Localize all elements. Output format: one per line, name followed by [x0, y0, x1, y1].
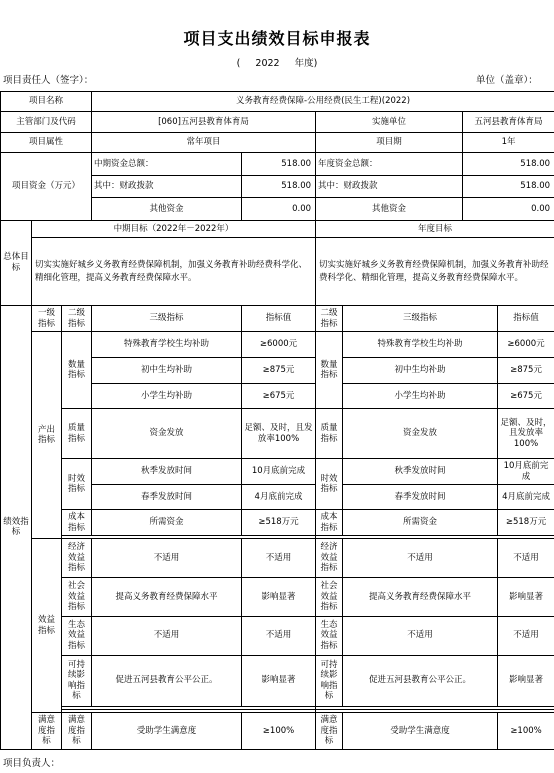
timeliness-indicator-label: 时效指标: [62, 459, 92, 510]
header-level2-year: 二级指标: [316, 305, 343, 332]
quality-indicator-label: 质量指标: [62, 409, 92, 459]
m1-name: 受助学生满意度: [92, 712, 242, 749]
c1-year-value: ≥518万元: [498, 510, 554, 536]
quantity-indicator-label: 数量指标: [62, 332, 92, 409]
project-attr-value: 常年项目: [92, 132, 316, 152]
ecological-indicator-label: 生态效益指标: [62, 616, 92, 655]
g1-mid-value: 不适用: [242, 616, 316, 655]
c1-name-year: 所需资金: [343, 510, 498, 536]
project-period-value: 1年: [463, 132, 554, 152]
cost-indicator-label-year: 成本指标: [316, 510, 343, 536]
header-level3-year: 三级指标: [343, 305, 498, 332]
t2-name-year: 春季发放时间: [343, 484, 498, 510]
m1-mid-value: ≥100%: [242, 712, 316, 749]
t1-year-value: 10月底前完成: [498, 459, 554, 485]
mid-other-value: 0.00: [242, 198, 316, 221]
q1-mid-value: ≥6000元: [242, 332, 316, 358]
s1-mid-value: 影响显著: [242, 577, 316, 616]
impl-unit-value: 五河县教育体育局: [463, 112, 554, 132]
t1-name-year: 秋季发放时间: [343, 459, 498, 485]
header-level1: 一级指标: [32, 305, 62, 332]
q3-name-year: 小学生均补助: [343, 383, 498, 409]
cost-indicator-label: 成本指标: [62, 510, 92, 536]
unit-stamp-label: 单位（盖章）：: [476, 75, 538, 86]
project-name-value: 义务教育经费保障-公用经费(民生工程)(2022): [92, 92, 554, 112]
project-period-label: 项目期: [316, 132, 463, 152]
year-fiscal-value: 518.00: [463, 175, 554, 198]
mid-goal-header: 中期目标（2022年－2022年）: [32, 220, 316, 237]
header-value: 指标值: [242, 305, 316, 332]
q3-year-value: ≥675元: [498, 383, 554, 409]
m1-name-year: 受助学生满意度: [343, 712, 498, 749]
project-funds-label: 项目资金（万元）: [1, 153, 92, 221]
mid-goal-text: 切实实施好城乡义务教育经费保障机制，加强义务教育补助经费科学化、精细化管理，提高义务教育经费保障水平。: [32, 238, 316, 306]
q1-year-value: ≥6000元: [498, 332, 554, 358]
performance-table: [0, 91, 554, 750]
dept-label: 主管部门及代码: [1, 112, 92, 132]
sustainable-indicator-label-year: 可持续影响指标: [316, 655, 343, 706]
p1-mid-value: 影响显著: [242, 655, 316, 706]
c1-name: 所需资金: [92, 510, 242, 536]
s1-name-year: 提高义务教育经费保障水平: [343, 577, 498, 616]
impl-unit-label: 实施单位: [316, 112, 463, 132]
satisfaction-sub-label: 满意度指标: [62, 712, 92, 749]
p1-name-year: 促进五河县教育公平公正。: [343, 655, 498, 706]
form-title: 项目支出绩效目标申报表: [183, 29, 371, 48]
qa-name: 资金发放: [92, 409, 242, 459]
q1-name: 特殊教育学校生均补助: [92, 332, 242, 358]
g1-year-value: 不适用: [498, 616, 554, 655]
mid-fiscal-label: 其中：财政拨款: [92, 175, 242, 198]
mid-other-label: 其他资金: [92, 198, 242, 221]
q2-mid-value: ≥875元: [242, 357, 316, 383]
s1-name: 提高义务教育经费保障水平: [92, 577, 242, 616]
satisfaction-sub-label-year: 满意度指标: [316, 712, 343, 749]
year-label: 年度): [294, 58, 318, 69]
project-leader-label: 项目负责人：: [3, 758, 61, 769]
year-goal-text: 切实实施好城乡义务教育经费保障机制，加强义务教育补助经费科学化、精细化管理，提高义务教育经费保障水平。: [316, 238, 554, 306]
qa-name-year: 资金发放: [343, 409, 498, 459]
benefit-indicator-label: 效益指标: [32, 539, 62, 713]
q3-mid-value: ≥675元: [242, 383, 316, 409]
s1-year-value: 影响显著: [498, 577, 554, 616]
e1-mid-value: 不适用: [242, 539, 316, 578]
header-value-year: 指标值: [498, 305, 554, 332]
economic-indicator-label-year: 经济效益指标: [316, 539, 343, 578]
c1-mid-value: ≥518万元: [242, 510, 316, 536]
economic-indicator-label: 经济效益指标: [62, 539, 92, 578]
e1-year-value: 不适用: [498, 539, 554, 578]
quality-indicator-label-year: 质量指标: [316, 409, 343, 459]
year-open: (: [236, 58, 241, 69]
mid-total-value: 518.00: [242, 153, 316, 176]
project-attr-label: 项目属性: [1, 132, 92, 152]
t2-mid-value: 4月底前完成: [242, 484, 316, 510]
project-name-label: 项目名称: [1, 92, 92, 112]
qa-year-value: 足额、及时，且发放率100%: [498, 409, 554, 459]
year-value: 2022: [255, 58, 280, 69]
timeliness-indicator-label-year: 时效指标: [316, 459, 343, 510]
overall-goal-label: 总体目标: [1, 220, 32, 305]
q2-name-year: 初中生均补助: [343, 357, 498, 383]
g1-name-year: 不适用: [343, 616, 498, 655]
header-level3: 三级指标: [92, 305, 242, 332]
t1-mid-value: 10月底前完成: [242, 459, 316, 485]
g1-name: 不适用: [92, 616, 242, 655]
social-indicator-label: 社会效益指标: [62, 577, 92, 616]
year-goal-header: 年度目标: [316, 220, 554, 237]
q3-name: 小学生均补助: [92, 383, 242, 409]
m1-year-value: ≥100%: [498, 712, 554, 749]
year-other-value: 0.00: [463, 198, 554, 221]
responsible-person-label: 项目责任人（签字）：: [3, 75, 94, 86]
satisfaction-indicator-label: 满意度指标: [32, 712, 62, 749]
ecological-indicator-label-year: 生态效益指标: [316, 616, 343, 655]
qa-mid-value: 足额、及时，且发放率100%: [242, 409, 316, 459]
p1-name: 促进五河县教育公平公正。: [92, 655, 242, 706]
q2-name: 初中生均补助: [92, 357, 242, 383]
output-indicator-label: 产出指标: [32, 332, 62, 539]
q1-name-year: 特殊教育学校生均补助: [343, 332, 498, 358]
e1-name-year: 不适用: [343, 539, 498, 578]
t2-name: 春季发放时间: [92, 484, 242, 510]
p1-year-value: 影响显著: [498, 655, 554, 706]
year-total-value: 518.00: [463, 153, 554, 176]
q2-year-value: ≥875元: [498, 357, 554, 383]
t2-year-value: 4月底前完成: [498, 484, 554, 510]
year-total-label: 年度资金总额：: [316, 153, 463, 176]
social-indicator-label-year: 社会效益指标: [316, 577, 343, 616]
dept-value: [060]五河县教育体育局: [92, 112, 316, 132]
t1-name: 秋季发放时间: [92, 459, 242, 485]
mid-fiscal-value: 518.00: [242, 175, 316, 198]
year-line: [0, 55, 554, 69]
header-level2: 二级指标: [62, 305, 92, 332]
mid-total-label: 中期资金总额：: [92, 153, 242, 176]
year-fiscal-label: 其中：财政拨款: [316, 175, 463, 198]
indicator-section-label: 绩效指标: [1, 305, 32, 749]
e1-name: 不适用: [92, 539, 242, 578]
year-other-label: 其他资金: [316, 198, 463, 221]
quantity-indicator-label-year: 数量指标: [316, 332, 343, 409]
sustainable-indicator-label: 可持续影响指标: [62, 655, 92, 706]
